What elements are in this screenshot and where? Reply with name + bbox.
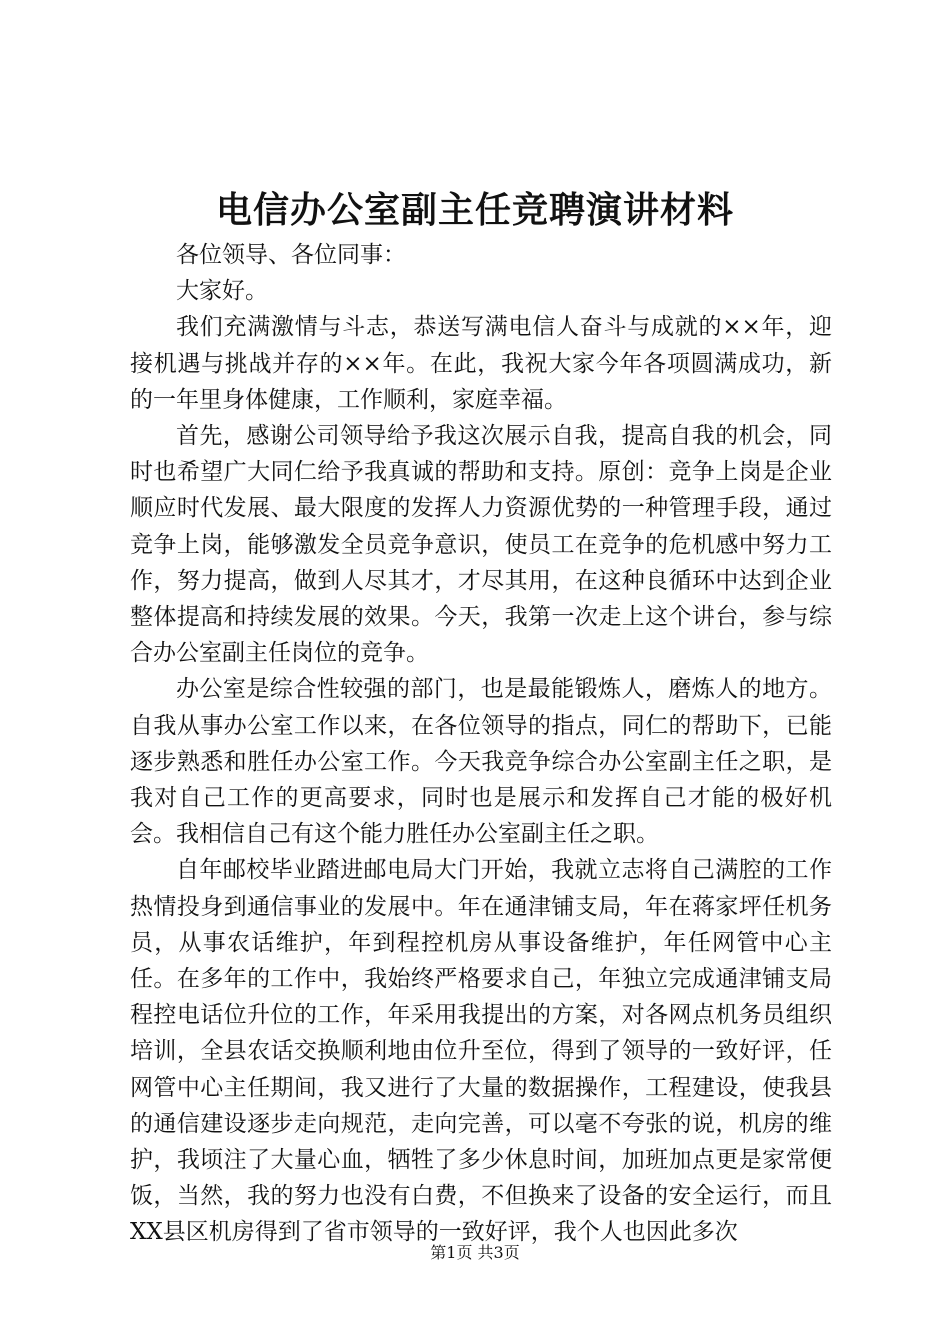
paragraph-career: 自年邮校毕业踏进邮电局大门开始，我就立志将自己满腔的工作热情投身到通信事业的发展中。年在通津铺支局，年在蒋家坪任机务员，从事农话维护，年到程控机房从事设备维护，年任网管中心主任。在多年的工作中，我始终严格要求自己，年独立完成通津铺支局程控电话位升位的工作，年采用我提出的方案，对各网点机务员组织培训，全县农话交换顺利地由位升至位，得到了领导的一致好评，任网管中心主任期间，我又进行了大量的数据操作，工程建设，使我县的通信建设逐步走向规范，走向完善，可以毫不夸张的说，机房的维护，我顷注了大量心血，牺牲了多少休息时间，加班加点更是家常便饭，当然，我的努力也没有白费，不但换来了设备的安全运行，而且XX县区机房得到了省市领导的一致好评，我个人也因此多次 xyxy=(130,857,832,1246)
salutation: 各位领导、各位同事： xyxy=(176,242,406,268)
paragraph-office: 办公室是综合性较强的部门，也是最能锻炼人，磨炼人的地方。自我从事办公室工作以来，在各位领导的指点，同仁的帮助下，已能逐步熟悉和胜任办公室工作。今天我竞争综合办公室副主任之职，是我对自己工作的更高要求，同时也是展示和发挥自己才能的极好机会。我相信自己有这个能力胜任办公室副主任之职。 xyxy=(130,676,832,848)
page-indicator: 第1页 共3页 xyxy=(430,1243,520,1262)
greeting: 大家好。 xyxy=(176,278,268,305)
document-title: 电信办公室副主任竞聘演讲材料 xyxy=(215,189,734,231)
document-body xyxy=(130,237,832,1251)
paragraph-thanks: 首先，感谢公司领导给予我这次展示自我，提高自我的机会，同时也希望广大同仁给予我真诚的帮助和支持。原创：竞争上岗是企业顺应时代发展、最大限度的发挥人力资源优势的一种管理手段，通过竞争上岗，能够激发全员竞争意识，使员工在竞争的危机感中努力工作，努力提高，做到人尽其才，才尽其用，在这种良循环中达到企业整体提高和持续发展的效果。今天，我第一次走上这个讲台，参与综合办公室副主任岗位的竞争。 xyxy=(130,423,832,667)
page-footer xyxy=(0,1242,950,1264)
paragraph-new-year: 我们充满激情与斗志，恭送写满电信人奋斗与成就的××年，迎接机遇与挑战并存的××年。在此，我祝大家今年各项圆满成功，新的一年里身体健康，工作顺利，家庭幸福。 xyxy=(130,314,832,413)
